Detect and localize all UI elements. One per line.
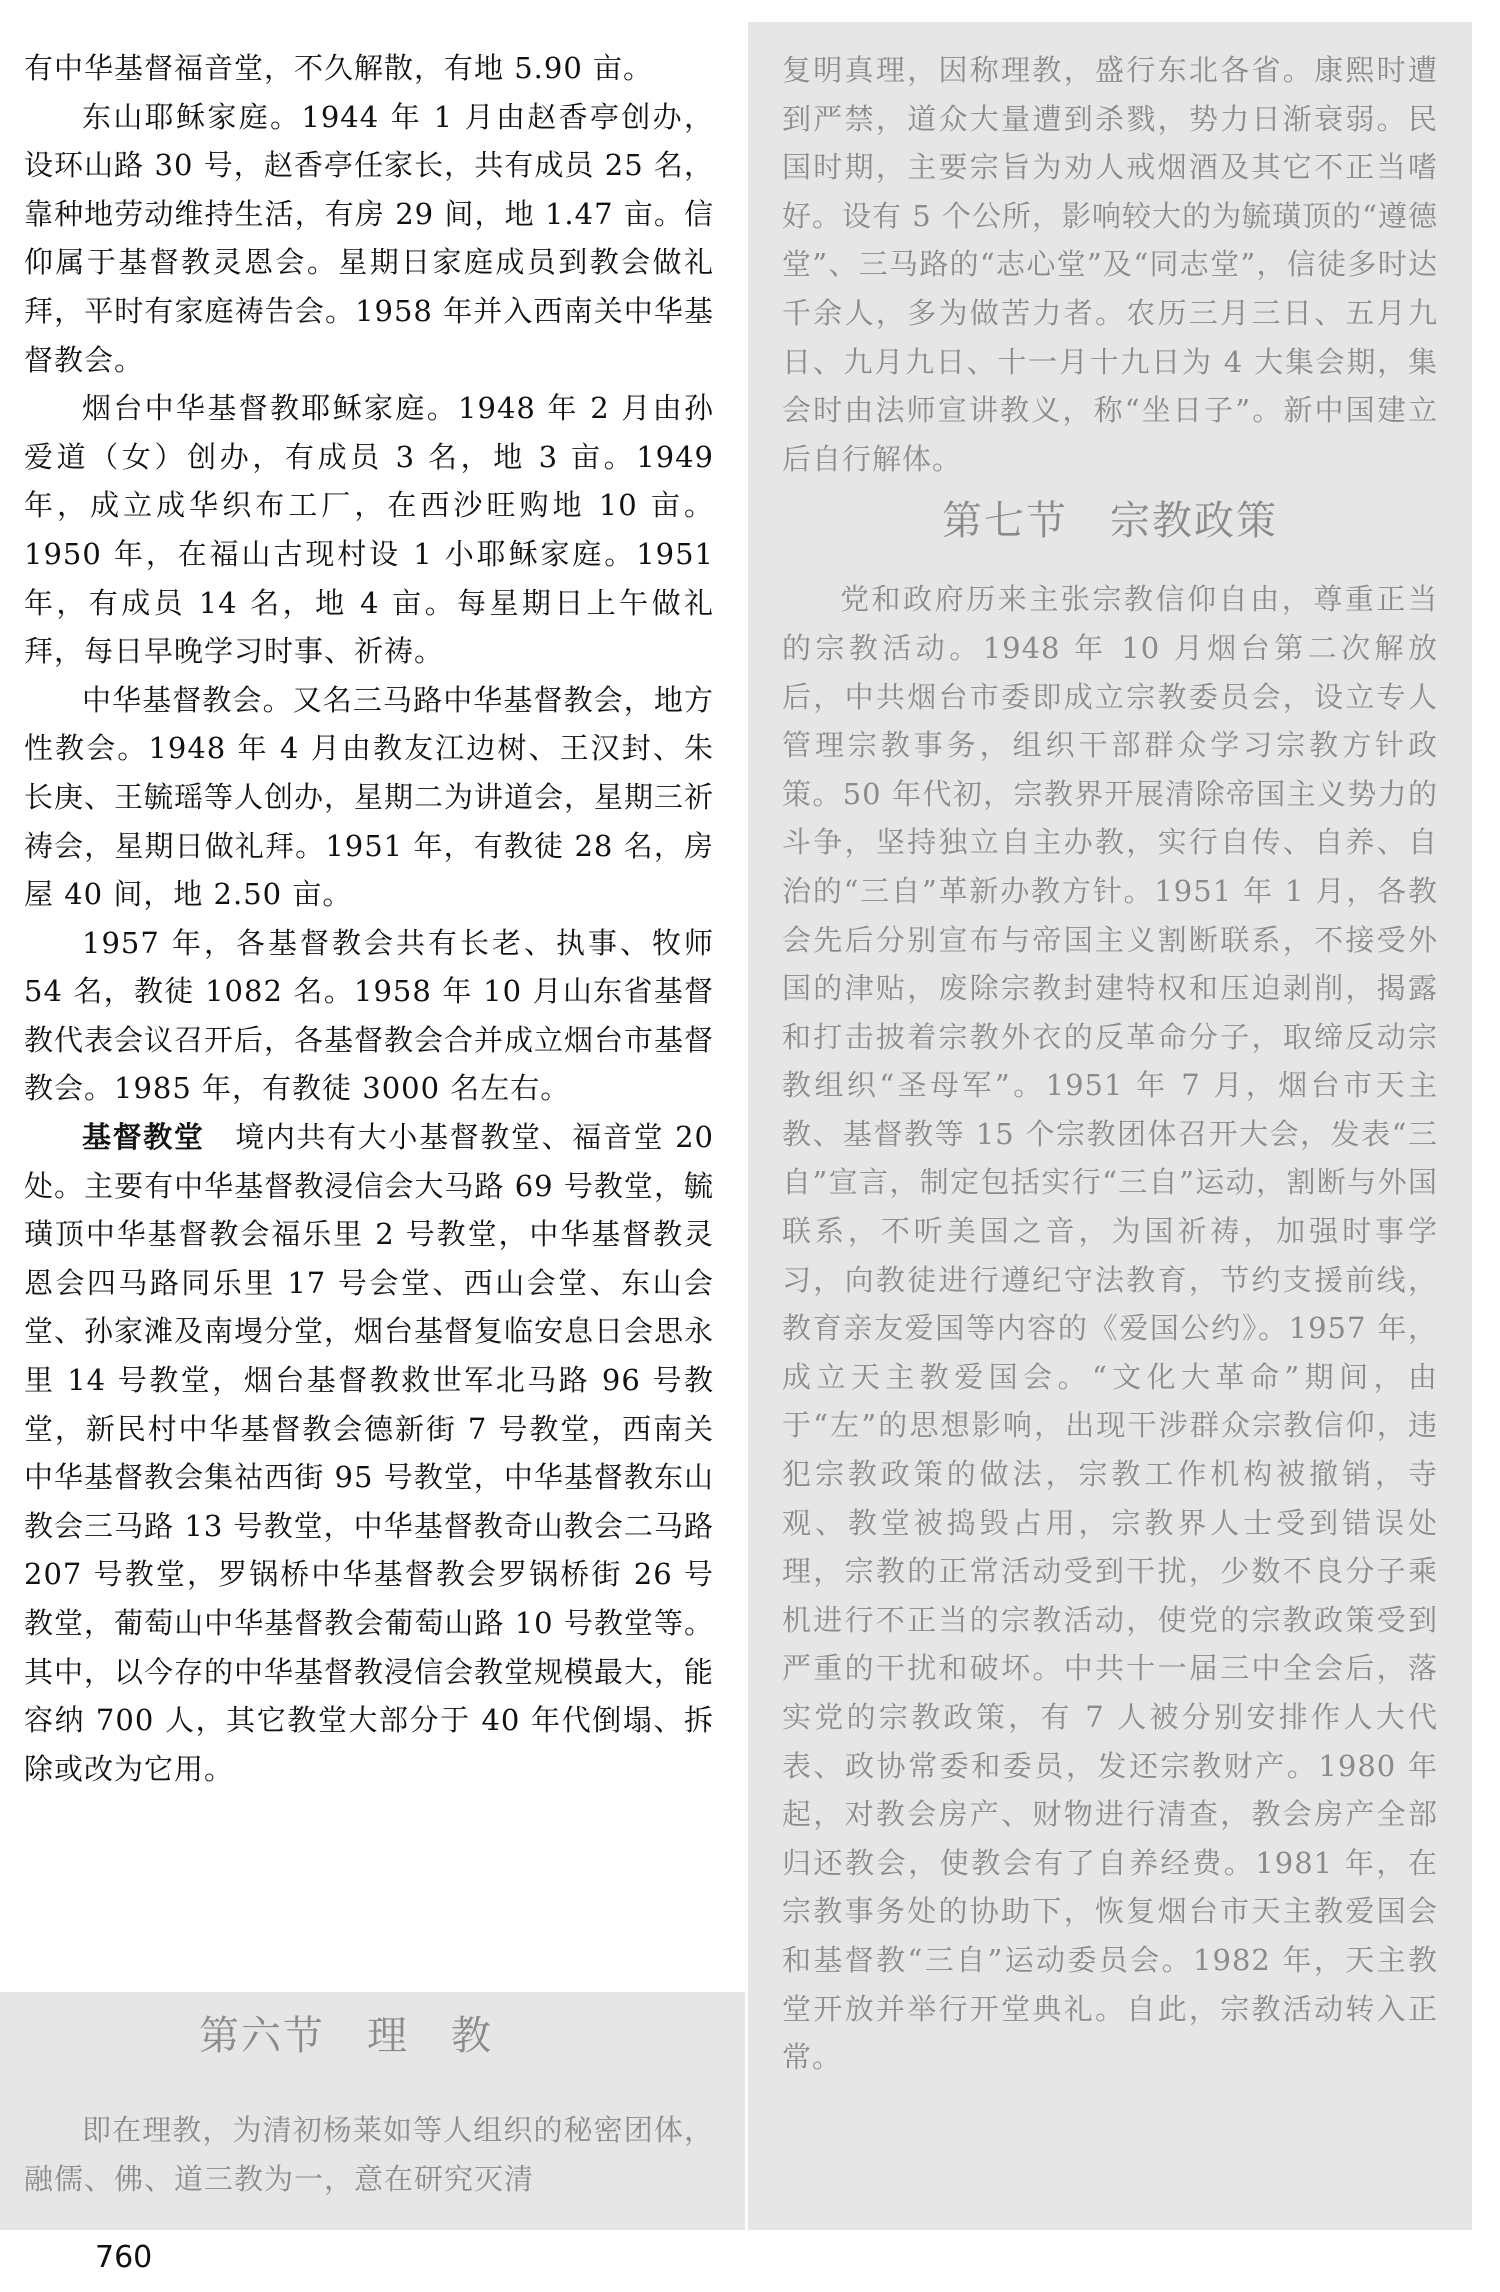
paragraph-chinese-christian-church: 中华基督教会。又名三马路中华基督教会，地方性教会。1948 年 4 月由教友江边树、王汉封、朱长庚、王毓瑶等人创办，星期二为讲道会，星期三祈祷会，星期日做礼拜。1951 年，有教徒 28 名，房屋 40 间，地 2.50 亩。 [24,682,715,912]
section-six-text [24,1992,714,2203]
paragraph-1957-statistics: 1957 年，各基督教会共有长老、执事、牧师 54 名，教徒 1082 名。1958 年 10 月山东省基督教代表会议召开后，各基督教会合并成立烟台市基督教会。1985 年，有教徒 3000 名左右。 [24,925,715,1106]
section-six-block [0,1992,745,2230]
page-number: 760 [95,2240,153,2275]
paragraph-christian-churches-body: 境内共有大小基督教堂、福音堂 20 处。主要有中华基督教浸信会大马路 69 号教堂，毓璜顶中华基督教会福乐里 2 号教堂，中华基督教灵恩会四马路同乐里 17 号会堂、西山会堂、东山会堂、孙家滩及南墁分堂，烟台基督复临安息日会思永里 14 号教堂，烟台基督教救世军北马路 96 号教堂，新民村中华基督教会德新街 7 号教堂，西南关中华基督教会集祜西街 95 号教堂，中华基督教东山教会三马路 13 号教堂，中华基督教奇山教会二马路 207 号教堂，罗锅桥中华基督教会罗锅桥街 26 号教堂，葡萄山中华基督教会葡萄山路 10 号教堂等。其中，以今存的中华基督教浸信会教堂规模最大，能容纳 700 人，其它教堂大部分于 40 年代倒塌、拆除或改为它用。 [24,1120,715,1786]
paragraph-li-jiao-intro: 即在理教，为清初杨莱如等人组织的秘密团体，融儒、佛、道三教为一，意在研究灭清 [24,2113,714,2196]
paragraph-yantai-jesus-family: 烟台中华基督教耶稣家庭。1948 年 2 月由孙爱道（女）创办，有成员 3 名，地 3 亩。1949 年，成立成华织布工厂，在西沙旺购地 10 亩。1950 年，在福山古现村设 1 小耶稣家庭。1951 年，有成员 14 名，地 4 亩。每星期日上午做礼拜，每日早晚学习时事、祈祷。 [24,391,714,669]
paragraph-li-jiao-continued: 复明真理，因称理教，盛行东北各省。康熙时遭到严禁，道众大量遭到杀戮，势力日渐衰弱。民国时期，主要宗旨为劝人戒烟酒及其它不正当嗜好。设有 5 个公所，影响较大的为毓璜顶的“遵德堂”、三马路的“志心堂”及“同志堂”，信徒多时达千余人，多为做苦力者。农历三月三日、五月九日、九月九日、十一月十九日为 4 大集会期，集会时由法师宣讲教义，称“坐日子”。新中国建立后自行解体。 [782,53,1438,476]
section-six-heading: 第六节 理 教 [199,2013,493,2059]
right-column [748,22,1472,2230]
left-column [0,0,745,2292]
paragraph-dongshan-jesus-family: 东山耶稣家庭。1944 年 1 月由赵香亭创办，设环山路 30 号，赵香亭任家长，共有成员 25 名，靠种地劳动维持生活，有房 29 间，地 1.47 亩。信仰属于基督教灵恩会。星期日家庭成员到教会做礼拜，平时有家庭祷告会。1958 年并入西南关中华基督教会。 [24,99,714,377]
right-column-text [782,46,1438,2082]
section-seven-heading: 第七节 宗教政策 [942,498,1278,545]
paragraph-religious-policy: 党和政府历来主张宗教信仰自由，尊重正当的宗教活动。1948 年 10 月烟台第二次解放后，中共烟台市委即成立宗教委员会，设立专人管理宗教事务，组织干部群众学习宗教方针政策。50 年代初，宗教界开展清除帝国主义势力的斗争，坚持独立自主办教，实行自传、自养、自治的“三自”革新办教方针。1951 年 1 月，各教会先后分别宣布与帝国主义割断联系，不接受外国的津贴，废除宗教封建特权和压迫剥削，揭露和打击披着宗教外衣的反革命分子，取缔反动宗教组织“圣母军”。1951 年 7 月，烟台市天主教、基督教等 15 个宗教团体召开大会，发表“三自”宣言，制定包括实行“三自”运动，割断与外国联系，不听美国之音，为国祈祷，加强时事学习，向教徒进行遵纪守法教育，节约支援前线，教育亲友爱国等内容的《爱国公约》。1957 年，成立天主教爱国会。“文化大革命”期间，由于“左”的思想影响，出现干涉群众宗教信仰，违犯宗教政策的做法，宗教工作机构被撤销，寺观、教堂被捣毁占用，宗教界人士受到错误处理，宗教的正常活动受到干扰，少数不良分子乘机进行不正当的宗教活动，使党的宗教政策受到严重的干扰和破坏。中共十一届三中全会后，落实党的宗教政策，有 7 人被分别安排作人大代表、政协常委和委员，发还宗教财产。1980 年起，对教会房产、财物进行清查，教会房产全部归还教会，使教会有了自养经费。1981 年，在宗教事务处的协助下，恢复烟台市天主教爱国会和基督教“三自”运动委员会。1982 年，天主教堂开放并举行开堂典礼。自此，宗教活动转入正常。 [782,582,1438,2075]
term-christian-churches: 基督教堂 [82,1120,205,1155]
paragraph-continued: 有中华基督福音堂，不久解散，有地 5.90 亩。 [24,51,654,85]
left-column-text [24,44,714,1793]
paragraph-christian-churches [24,1113,714,1793]
